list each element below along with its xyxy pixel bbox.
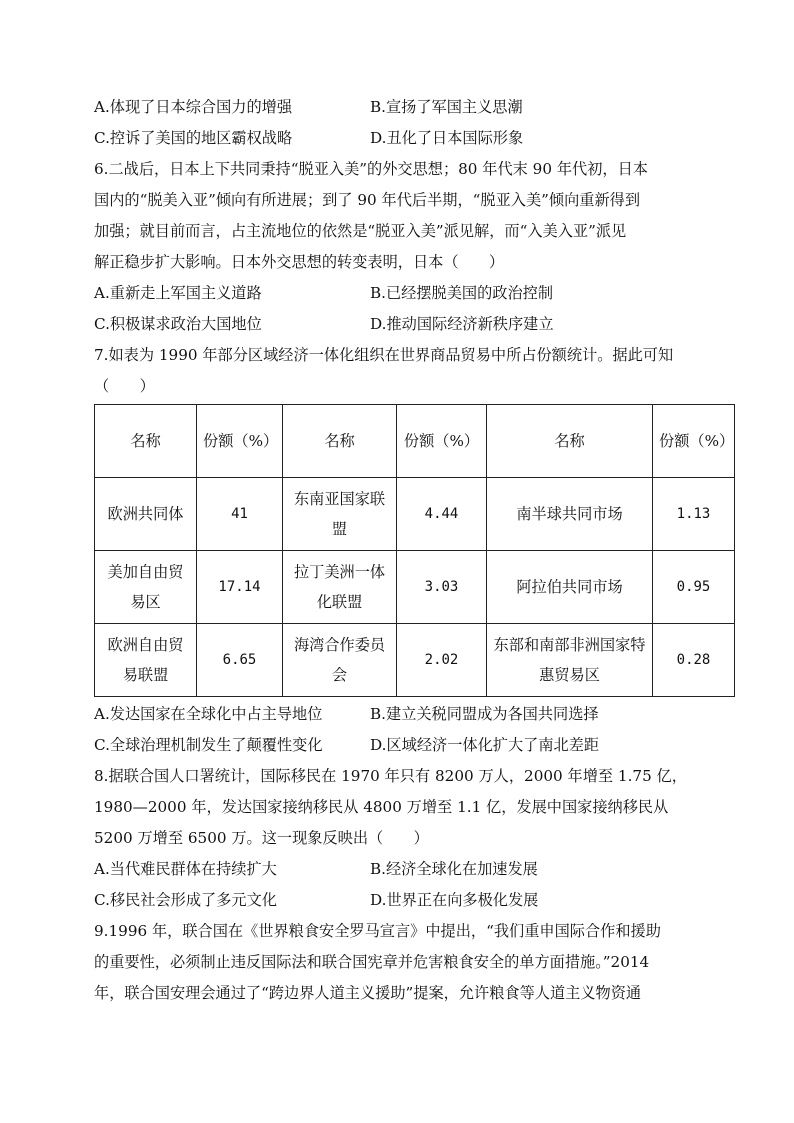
q8-option-c[interactable]: C.移民社会形成了多元文化 [94,891,277,909]
q8-stem-line: 1980—2000 年，发达国家接纳移民从 4800 万增至 1.1 亿，发展中国家接纳移民从 [94,798,669,816]
table-cell-name: 拉丁美洲一体化联盟 [283,551,397,624]
q6-options-row-1 [94,278,706,309]
table-header-share: 份额（%） [397,405,487,478]
table-cell-name: 南半球共同市场 [487,478,653,551]
table-cell-share: 6.65 [197,624,283,697]
table-cell-name: 阿拉伯共同市场 [487,551,653,624]
question-9 [94,916,706,1009]
q9-stem-line: 年，联合国安理会通过了“跨边界人道主义援助”提案，允许粮食等人道主义物资通 [94,984,642,1002]
q6-option-a[interactable]: A.重新走上军国主义道路 [94,284,262,302]
q7-stem-line: 7.如表为 1990 年部分区域经济一体化组织在世界商品贸易中所占份额统计。据此可知 [94,346,674,364]
q5-options-row-2 [94,123,706,154]
q7-option-b[interactable]: B.建立关税同盟成为各国共同选择 [370,705,599,723]
q7-options-row-2 [94,730,706,761]
q7-option-a[interactable]: A.发达国家在全球化中占主导地位 [94,705,323,723]
table-cell-name: 东南亚国家联盟 [283,478,397,551]
q5-options-row-1 [94,92,706,123]
table-cell-share: 0.28 [653,624,735,697]
q6-stem-line: 国内的“脱美入亚”倾向有所进展；到了 90 年代后半期，“脱亚入美”倾向重新得到 [94,191,641,209]
q6-stem-line: 6.二战后，日本上下共同秉持“脱亚入美”的外交思想；80 年代末 90 年代初，日本 [94,160,648,178]
q6-stem-line: 解正稳步扩大影响。日本外交思想的转变表明，日本（ ） [94,253,505,271]
q9-stem-line: 的重要性，必须制止违反国际法和联合国宪章并危害粮食安全的单方面措施。”2014 [94,953,650,971]
table-cell-name: 欧洲共同体 [95,478,197,551]
exam-page [94,92,735,1009]
question-8 [94,761,706,916]
q7-option-d[interactable]: D.区域经济一体化扩大了南北差距 [370,736,600,754]
q6-option-b[interactable]: B.已经摆脱美国的政治控制 [370,284,554,302]
question-6 [94,154,706,340]
q8-option-d[interactable]: D.世界正在向多极化发展 [370,891,539,909]
table-header-name: 名称 [95,405,197,478]
q5-option-d[interactable]: D.丑化了日本国际形象 [370,129,524,147]
q5-option-a[interactable]: A.体现了日本综合国力的增强 [94,98,293,116]
q7-options-row-1 [94,699,706,730]
table-cell-share: 17.14 [197,551,283,624]
q8-options-row-2 [94,885,706,916]
trade-share-table [94,404,735,697]
q7-stem-line: （ ） [94,377,155,395]
q6-option-d[interactable]: D.推动国际经济新秩序建立 [370,315,554,333]
q8-option-a[interactable]: A.当代难民群体在持续扩大 [94,860,277,878]
q6-stem-line: 加强；就目前而言，占主流地位的依然是“脱亚入美”派见解，而“入美入亚”派见 [94,222,627,240]
table-cell-share: 2.02 [397,624,487,697]
table-header-share: 份额（%） [653,405,735,478]
table-cell-name: 美加自由贸易区 [95,551,197,624]
q8-option-b[interactable]: B.经济全球化在加速发展 [370,860,538,878]
table-cell-share: 3.03 [397,551,487,624]
q6-options-row-2 [94,309,706,340]
table-cell-share: 1.13 [653,478,735,551]
table-header-name: 名称 [283,405,397,478]
table-cell-share: 4.44 [397,478,487,551]
table-cell-name: 东部和南部非洲国家特惠贸易区 [487,624,653,697]
table-cell-name: 海湾合作委员会 [283,624,397,697]
q8-stem-line: 8.据联合国人口署统计，国际移民在 1970 年只有 8200 万人，2000 年增至 1.75 亿， [94,767,687,785]
q9-stem-line: 9.1996 年，联合国在《世界粮食安全罗马宣言》中提出，“我们重申国际合作和援助 [94,922,661,940]
table-row [95,624,735,697]
table-header-share: 份额（%） [197,405,283,478]
table-cell-share: 41 [197,478,283,551]
q8-stem-line: 5200 万增至 6500 万。这一现象反映出（ ） [94,829,429,847]
table-header-row [95,405,735,478]
q5-option-b[interactable]: B.宣扬了军国主义思潮 [370,98,523,116]
table-cell-share: 0.95 [653,551,735,624]
table-cell-name: 欧洲自由贸易联盟 [95,624,197,697]
q7-option-c[interactable]: C.全球治理机制发生了颠覆性变化 [94,736,323,754]
q6-option-c[interactable]: C.积极谋求政治大国地位 [94,315,262,333]
question-7 [94,340,735,761]
table-row [95,478,735,551]
q5-option-c[interactable]: C.控诉了美国的地区霸权战略 [94,129,293,147]
table-header-name: 名称 [487,405,653,478]
table-row [95,551,735,624]
q8-options-row-1 [94,854,706,885]
